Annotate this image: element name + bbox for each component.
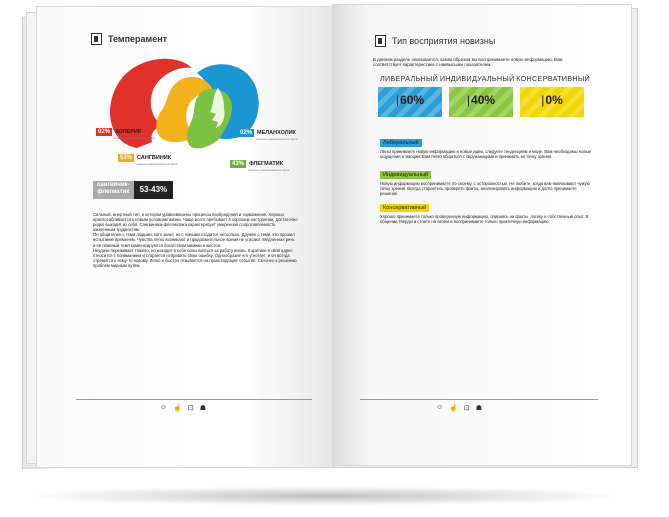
choleric-name: ХОЛЕРИК (115, 129, 142, 135)
combo-title (93, 181, 134, 199)
temperament-heads-illustration (92, 48, 272, 158)
paragraph-1: Сильный, инертный тип, в котором уравновешены процессы возбуждения и торможения. Хорошо приспосабливается к новым условиям жизни. Чаще всего пребывает в хорошем настроении, достаточно редко выходит из себя. Сангвиника-флегматика характеризует умеренная сопротивляемость жизненным трудностям. (93, 212, 298, 233)
right-footer-icons (436, 404, 482, 412)
lock-icon: ⊡ (463, 405, 470, 412)
left-page-title: Темперамент (108, 34, 168, 44)
left-footer-rule (76, 399, 312, 400)
right-intro-text: В данном разделе описывается, каким образом вы воспринимаете новую информацию. Вам соответствует характеристика с наивысшим показателем. (373, 57, 563, 68)
section-text-liberal: Легко принимаете новую информацию и новые идеи, следуете тенденциям и моде. Вам необходимы новые ощущения и эмоции. Вам легко общаться с окружающими и принимать их точку зрения. (380, 149, 592, 160)
perception-bars (378, 87, 584, 117)
choleric-sub: тонкая и живописная история (114, 136, 156, 140)
bar-individual (449, 87, 513, 117)
temperament-combo-badge (93, 181, 173, 199)
right-page-header (375, 35, 495, 47)
hourglass-icon (375, 35, 386, 47)
hand-icon: ☝ (173, 405, 182, 412)
label-choleric (96, 128, 156, 140)
label-phlegmatic (230, 160, 290, 172)
bar-label-individual: ИНДИВИДУАЛЬНЫЙ (439, 74, 515, 83)
bar-value-individual: | 40% (449, 93, 513, 107)
choleric-percent: 02% (98, 129, 111, 135)
left-page-header (91, 33, 167, 45)
bar-value-liberal: | 60% (378, 93, 442, 107)
melancholic-percent: 02% (240, 130, 253, 136)
sanguine-sub: тонкая и живописная история (136, 162, 178, 166)
label-sanguine (118, 154, 178, 166)
bar-label-conservative: КОНСЕРВАТИВНЫЙ (516, 74, 590, 83)
right-footer-rule (360, 399, 598, 400)
melancholic-name: МЕЛАНХОЛИК (257, 130, 296, 136)
lock-icon: ⊡ (187, 405, 194, 412)
document-icon (91, 33, 102, 45)
people-icon: ☺ (436, 404, 444, 411)
thumb-icon: ☗ (199, 405, 207, 412)
left-body-text (93, 212, 298, 268)
section-text-conservative: Хорошо принимаете только проверенную информацию, опираясь на факты, логику и собственный опыт. В общении тверды и стоите на своем и воспринимаете только практичную информацию. (380, 214, 589, 225)
section-liberal (380, 131, 592, 159)
combo-title-line1: сангвиник- (97, 182, 130, 188)
paragraph-2: Он общителен с теми людьми, кого знает, но с новыми сходится несколько. Дружен с теми, кто прошел испытание временем. Чувства легко возникают и продолжительное время не угасают. Медленная речь и её плавный темп компенсируются богатством мимики и жестов. (93, 232, 295, 248)
section-tag-conservative: Консервативный (380, 204, 429, 212)
phlegmatic-name: ФЛЕГМАТИК (249, 161, 284, 167)
hand-icon: ☝ (449, 405, 458, 412)
book-shadow (20, 486, 630, 506)
paragraph-3: Неудачи переживает тяжело, но находит в себе силы взяться за работу вновь. К критике в свой адрес относится с пониманием и старается исправить свою ошибку. Однообразие его угнетает, и он всегда стремится к чему-то новому. Легко и быстро отзывается на происходящие события. Склонен к решению проблем мирным путём. (93, 247, 297, 268)
sanguine-name: САНГВИНИК (137, 155, 172, 161)
label-melancholic (238, 129, 298, 141)
section-conservative (380, 196, 592, 224)
bar-liberal (378, 87, 442, 117)
thumb-icon: ☗ (475, 405, 483, 412)
people-icon: ☺ (160, 404, 168, 411)
left-footer-icons (160, 404, 206, 412)
section-individual (380, 163, 592, 196)
combo-value: 53-43% (134, 181, 174, 199)
sanguine-percent: 53% (120, 155, 133, 161)
phlegmatic-sub: тонкая и живописная история (248, 168, 290, 172)
section-tag-liberal: Либеральный (380, 139, 422, 147)
section-text-individual: Новую информацию воспринимаете по-своему, с осторожностью. Не любите, когда вам навязывают чужую точку зрения. Всегда стараетесь проверять факты, анализировать информацию и долго принимаете решение. (380, 181, 590, 197)
bar-value-conservative: | 0% (520, 93, 584, 107)
phlegmatic-percent: 43% (232, 161, 245, 167)
section-tag-individual: Индивидуальный (380, 171, 431, 179)
right-page-title: Тип восприятия новизны (392, 36, 496, 46)
melancholic-sub: тонкая и живописная история (256, 137, 298, 141)
bar-label-liberal: ЛИБЕРАЛЬНЫЙ (380, 74, 439, 83)
perception-bar-labels (380, 74, 590, 83)
bar-conservative (520, 87, 584, 117)
combo-title-line2: флегматик (97, 189, 130, 195)
